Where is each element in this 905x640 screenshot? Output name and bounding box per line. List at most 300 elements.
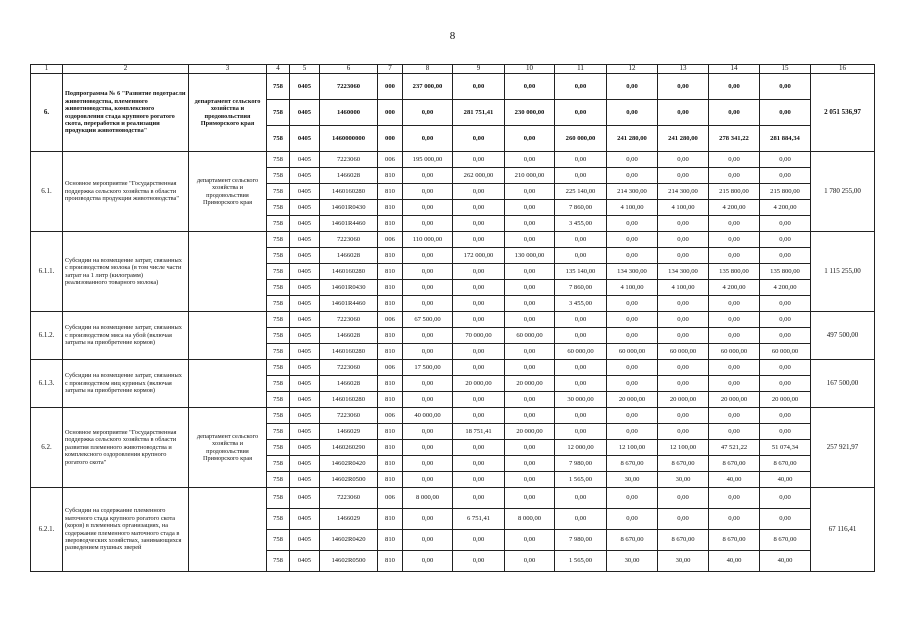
table-cell: 0,00 [607,152,658,168]
table-cell: 0,00 [403,126,453,152]
table-cell: 110 000,00 [403,232,453,248]
table-cell: 810 [378,216,403,232]
table-cell: 006 [378,312,403,328]
table-cell: 8 000,00 [403,488,453,509]
table-cell: 0,00 [403,440,453,456]
table-cell: 51 074,34 [760,440,811,456]
table-cell: 758 [267,328,290,344]
table-cell: 0405 [290,344,320,360]
table-cell: 8 670,00 [760,456,811,472]
total-amount: 257 921,97 [811,408,875,488]
table-cell: 0,00 [555,408,607,424]
table-cell: 0,00 [607,74,658,100]
table-cell: 214 300,00 [607,184,658,200]
table-cell: 758 [267,100,290,126]
table-cell: 0,00 [453,74,505,100]
table-cell: 1466029 [320,509,378,530]
table-cell: 758 [267,392,290,408]
table-cell: 0,00 [403,472,453,488]
table-cell: 0,00 [658,100,709,126]
table-cell: 1466028 [320,376,378,392]
table-cell: 0,00 [505,200,555,216]
table-cell: 0,00 [453,264,505,280]
table-cell: 8 670,00 [709,456,760,472]
table-cell: 006 [378,232,403,248]
table-row [31,312,875,328]
table-cell: 281 884,34 [760,126,811,152]
table-cell: 8 670,00 [607,456,658,472]
table-cell: 4 100,00 [658,280,709,296]
table-cell: 0,00 [505,408,555,424]
table-cell: 241 280,00 [607,126,658,152]
table-cell: 130 000,00 [505,248,555,264]
table-cell: 278 341,22 [709,126,760,152]
table-cell: 0,00 [607,216,658,232]
table-cell: 810 [378,530,403,551]
responsible-department [189,312,267,360]
table-cell: 215 800,00 [709,184,760,200]
table-cell: 7223060 [320,488,378,509]
table-cell: 262 000,00 [453,168,505,184]
table-cell: 0,00 [555,424,607,440]
table-row [31,408,875,424]
table-cell: 0,00 [403,551,453,572]
table-cell: 0,00 [658,296,709,312]
table-cell: 0,00 [403,530,453,551]
table-cell: 0405 [290,296,320,312]
table-cell: 758 [267,296,290,312]
table-cell: 0,00 [555,100,607,126]
table-cell: 0405 [290,100,320,126]
table-cell: 14602R0500 [320,551,378,572]
table-cell: 0,00 [658,312,709,328]
column-number: 5 [290,65,320,74]
table-cell: 0,00 [607,509,658,530]
column-number-row [31,65,875,74]
item-number: 6.1.1. [31,232,63,312]
table-cell: 0405 [290,200,320,216]
table-cell: 0,00 [453,184,505,200]
table-cell: 241 280,00 [658,126,709,152]
table-cell: 810 [378,200,403,216]
column-number: 8 [403,65,453,74]
table-cell: 14602R0420 [320,456,378,472]
table-cell: 0,00 [403,200,453,216]
table-cell: 0,00 [709,100,760,126]
table-cell: 0405 [290,456,320,472]
table-cell: 758 [267,376,290,392]
table-cell: 810 [378,184,403,200]
table-cell: 0,00 [760,248,811,264]
table-cell: 60 000,00 [555,344,607,360]
table-cell: 0,00 [505,344,555,360]
table-cell: 0,00 [760,408,811,424]
table-cell: 0,00 [453,152,505,168]
table-cell: 758 [267,488,290,509]
table-cell: 810 [378,392,403,408]
table-cell: 0405 [290,472,320,488]
table-cell: 4 200,00 [760,280,811,296]
table-cell: 12 100,00 [607,440,658,456]
table-cell: 0,00 [453,344,505,360]
table-row [31,232,875,248]
table-cell: 134 300,00 [658,264,709,280]
table-cell: 12 100,00 [658,440,709,456]
table-cell: 0,00 [658,152,709,168]
table-cell: 0405 [290,530,320,551]
table-cell: 18 751,41 [453,424,505,440]
table-cell: 8 670,00 [658,530,709,551]
table-cell: 20 000,00 [505,424,555,440]
table-cell: 0,00 [709,248,760,264]
table-cell: 7 980,00 [555,456,607,472]
table-cell: 758 [267,472,290,488]
table-cell: 30 000,00 [555,392,607,408]
column-number: 3 [189,65,267,74]
table-cell: 0,00 [709,424,760,440]
table-cell: 0,00 [505,74,555,100]
column-number: 13 [658,65,709,74]
table-cell: 0405 [290,440,320,456]
table-cell: 0,00 [403,328,453,344]
table-cell: 0,00 [658,168,709,184]
table-cell: 0,00 [505,392,555,408]
table-cell: 0,00 [607,100,658,126]
table-cell: 8 670,00 [709,530,760,551]
table-cell: 60 000,00 [658,344,709,360]
table-cell: 4 100,00 [658,200,709,216]
table-cell: 0,00 [505,472,555,488]
table-cell: 0,00 [555,168,607,184]
table-cell: 4 200,00 [760,200,811,216]
table-cell: 225 140,00 [555,184,607,200]
table-cell: 0405 [290,74,320,100]
table-cell: 195 000,00 [403,152,453,168]
table-cell: 7223060 [320,408,378,424]
table-cell: 0405 [290,392,320,408]
table-cell: 8 670,00 [607,530,658,551]
table-cell: 7223060 [320,232,378,248]
table-cell: 6 751,41 [453,509,505,530]
table-cell: 0,00 [658,424,709,440]
table-cell: 20 000,00 [607,392,658,408]
table-cell: 810 [378,424,403,440]
item-number: 6.1.3. [31,360,63,408]
table-cell: 810 [378,551,403,572]
table-cell: 0,00 [607,168,658,184]
table-cell: 14601R4460 [320,216,378,232]
table-cell: 810 [378,440,403,456]
table-cell: 0,00 [658,248,709,264]
table-cell: 1466028 [320,168,378,184]
responsible-department [189,232,267,312]
table-cell: 0405 [290,248,320,264]
table-cell: 30,00 [658,551,709,572]
table-cell: 758 [267,312,290,328]
table-cell: 0,00 [403,168,453,184]
table-cell: 3 455,00 [555,216,607,232]
table-cell: 14602R0420 [320,530,378,551]
table-cell: 134 300,00 [607,264,658,280]
table-cell: 7223060 [320,312,378,328]
table-cell: 000 [378,126,403,152]
table-cell: 0,00 [555,328,607,344]
table-cell: 0,00 [760,168,811,184]
table-cell: 7223060 [320,360,378,376]
table-cell: 0,00 [555,248,607,264]
table-cell: 40,00 [760,472,811,488]
table-cell: 30,00 [658,472,709,488]
table-cell: 810 [378,472,403,488]
table-cell: 14601R0430 [320,280,378,296]
table-cell: 0,00 [453,408,505,424]
table-cell: 0,00 [555,152,607,168]
table-cell: 758 [267,264,290,280]
table-cell: 758 [267,74,290,100]
table-cell: 0,00 [607,248,658,264]
table-cell: 0,00 [607,328,658,344]
table-cell: 0,00 [403,392,453,408]
table-cell: 0405 [290,328,320,344]
table-cell: 0,00 [760,216,811,232]
table-cell: 006 [378,360,403,376]
table-cell: 40,00 [709,551,760,572]
table-cell: 20 000,00 [709,392,760,408]
table-cell: 758 [267,360,290,376]
table-cell: 758 [267,408,290,424]
item-description: Основное мероприятие "Государственная поддержка сельского хозяйства в области развития племенного животноводства и комплексного оздоровления крупного рогатого скота" [63,408,189,488]
table-cell: 0,00 [760,488,811,509]
table-cell: 0,00 [453,360,505,376]
table-cell: 0405 [290,360,320,376]
table-cell: 1460160280 [320,184,378,200]
table-cell: 4 100,00 [607,280,658,296]
table-cell: 758 [267,530,290,551]
table-cell: 0,00 [607,408,658,424]
table-cell: 60 000,00 [505,328,555,344]
table-cell: 0,00 [760,232,811,248]
table-cell: 20 000,00 [658,392,709,408]
table-cell: 0,00 [403,456,453,472]
table-cell: 0,00 [403,264,453,280]
item-description: Основное мероприятие "Государственная поддержка сельского хозяйства в области производства продукции животноводства" [63,152,189,232]
item-description: Субсидии на возмещение затрат, связанных с производством молока (в том числе части затрат на 1 литр (килограмм) реализованного товарного молока) [63,232,189,312]
table-cell: 0,00 [453,472,505,488]
table-cell: 210 000,00 [505,168,555,184]
table-cell: 7 860,00 [555,280,607,296]
table-cell: 758 [267,440,290,456]
table-cell: 000 [378,74,403,100]
item-description: Субсидии на возмещение затрат, связанных с производством мяса на убой (включая затраты на приобретение кормов) [63,312,189,360]
table-cell: 0,00 [607,360,658,376]
table-cell: 006 [378,488,403,509]
table-cell: 0405 [290,424,320,440]
table-cell: 006 [378,152,403,168]
table-cell: 0,00 [607,424,658,440]
table-cell: 0,00 [658,74,709,100]
table-cell: 0,00 [658,376,709,392]
table-cell: 7 860,00 [555,200,607,216]
table-cell: 0,00 [505,296,555,312]
item-number: 6.2. [31,408,63,488]
item-number: 6.1. [31,152,63,232]
table-cell: 17 500,00 [403,360,453,376]
table-cell: 0,00 [709,74,760,100]
table-cell: 0405 [290,376,320,392]
table-cell: 0,00 [760,152,811,168]
table-cell: 281 751,41 [453,100,505,126]
table-cell: 0,00 [505,216,555,232]
table-cell: 0,00 [709,376,760,392]
table-cell: 60 000,00 [709,344,760,360]
table-cell: 1460000000 [320,126,378,152]
table-cell: 0,00 [505,312,555,328]
table-cell: 0,00 [403,424,453,440]
table-cell: 0,00 [403,184,453,200]
table-cell: 4 200,00 [709,200,760,216]
table-cell: 810 [378,296,403,312]
item-number: 6.1.2. [31,312,63,360]
table-cell: 0,00 [658,488,709,509]
table-cell: 237 000,00 [403,74,453,100]
table-cell: 0,00 [555,74,607,100]
table-cell: 0405 [290,232,320,248]
table-cell: 14602R0500 [320,472,378,488]
table-cell: 30,00 [607,472,658,488]
table-cell: 0,00 [505,456,555,472]
table-cell: 1466029 [320,424,378,440]
table-cell: 0,00 [403,248,453,264]
table-cell: 758 [267,280,290,296]
table-cell: 0405 [290,551,320,572]
table-cell: 4 100,00 [607,200,658,216]
table-cell: 0,00 [453,126,505,152]
table-cell: 758 [267,232,290,248]
table-cell: 60 000,00 [760,344,811,360]
table-cell: 0,00 [555,509,607,530]
table-cell: 3 455,00 [555,296,607,312]
table-cell: 0405 [290,280,320,296]
table-cell: 758 [267,551,290,572]
table-cell: 0,00 [453,456,505,472]
table-cell: 0,00 [453,200,505,216]
table-cell: 14601R0430 [320,200,378,216]
table-cell: 8 670,00 [658,456,709,472]
table-cell: 0,00 [709,328,760,344]
table-cell: 0,00 [760,312,811,328]
table-cell: 1460160280 [320,392,378,408]
table-cell: 810 [378,509,403,530]
table-cell: 0405 [290,408,320,424]
table-cell: 758 [267,344,290,360]
table-cell: 0,00 [555,376,607,392]
table-cell: 1466028 [320,328,378,344]
table-cell: 0,00 [709,360,760,376]
table-cell: 8 670,00 [760,530,811,551]
table-cell: 758 [267,456,290,472]
table-cell: 810 [378,168,403,184]
table-cell: 0,00 [658,232,709,248]
table-cell: 0,00 [760,424,811,440]
table-cell: 0405 [290,312,320,328]
table-cell: 0,00 [403,376,453,392]
column-number: 6 [320,65,378,74]
table-cell: 0,00 [760,100,811,126]
table-cell: 20 000,00 [505,376,555,392]
responsible-department: департамент сельского хозяйства и продовольствия Приморского края [189,74,267,152]
table-cell: 0,00 [607,488,658,509]
table-cell: 1466028 [320,248,378,264]
table-cell: 0405 [290,216,320,232]
table-cell: 810 [378,264,403,280]
column-number: 9 [453,65,505,74]
table-cell: 810 [378,376,403,392]
table-cell: 0,00 [403,509,453,530]
total-amount: 167 500,00 [811,360,875,408]
table-cell: 1460260290 [320,440,378,456]
table-cell: 0405 [290,184,320,200]
table-cell: 0,00 [453,392,505,408]
table-cell: 006 [378,408,403,424]
table-cell: 0,00 [403,296,453,312]
item-number: 6.2.1. [31,488,63,572]
column-number: 16 [811,65,875,74]
table-cell: 0,00 [505,551,555,572]
table-cell: 30,00 [607,551,658,572]
table-cell: 0,00 [760,74,811,100]
table-cell: 0,00 [555,360,607,376]
column-number: 15 [760,65,811,74]
column-number: 10 [505,65,555,74]
table-cell: 0,00 [505,488,555,509]
table-cell: 000 [378,100,403,126]
table-cell: 0,00 [555,488,607,509]
table-cell: 40 000,00 [403,408,453,424]
table-row [31,152,875,168]
table-cell: 0,00 [505,126,555,152]
table-cell: 14601R4460 [320,296,378,312]
table-cell: 0,00 [403,280,453,296]
table-cell: 0,00 [709,296,760,312]
table-cell: 758 [267,184,290,200]
table-cell: 810 [378,344,403,360]
table-cell: 0,00 [760,360,811,376]
total-amount: 497 500,00 [811,312,875,360]
table-cell: 0,00 [453,551,505,572]
table-cell: 0,00 [709,488,760,509]
table-cell: 0,00 [453,232,505,248]
table-cell: 758 [267,216,290,232]
table-cell: 0,00 [760,509,811,530]
responsible-department: департамент сельского хозяйства и продовольствия Приморского края [189,408,267,488]
table-cell: 0,00 [658,216,709,232]
table-cell: 0,00 [403,344,453,360]
table-cell: 758 [267,168,290,184]
table-cell: 0,00 [403,100,453,126]
column-number: 4 [267,65,290,74]
table-cell: 0,00 [709,509,760,530]
table-cell: 172 000,00 [453,248,505,264]
table-cell: 260 000,00 [555,126,607,152]
table-cell: 0,00 [607,232,658,248]
table-cell: 47 521,22 [709,440,760,456]
table-cell: 60 000,00 [607,344,658,360]
table-cell: 67 500,00 [403,312,453,328]
table-cell: 0405 [290,152,320,168]
table-cell: 0405 [290,126,320,152]
table-cell: 810 [378,328,403,344]
table-cell: 0,00 [453,530,505,551]
